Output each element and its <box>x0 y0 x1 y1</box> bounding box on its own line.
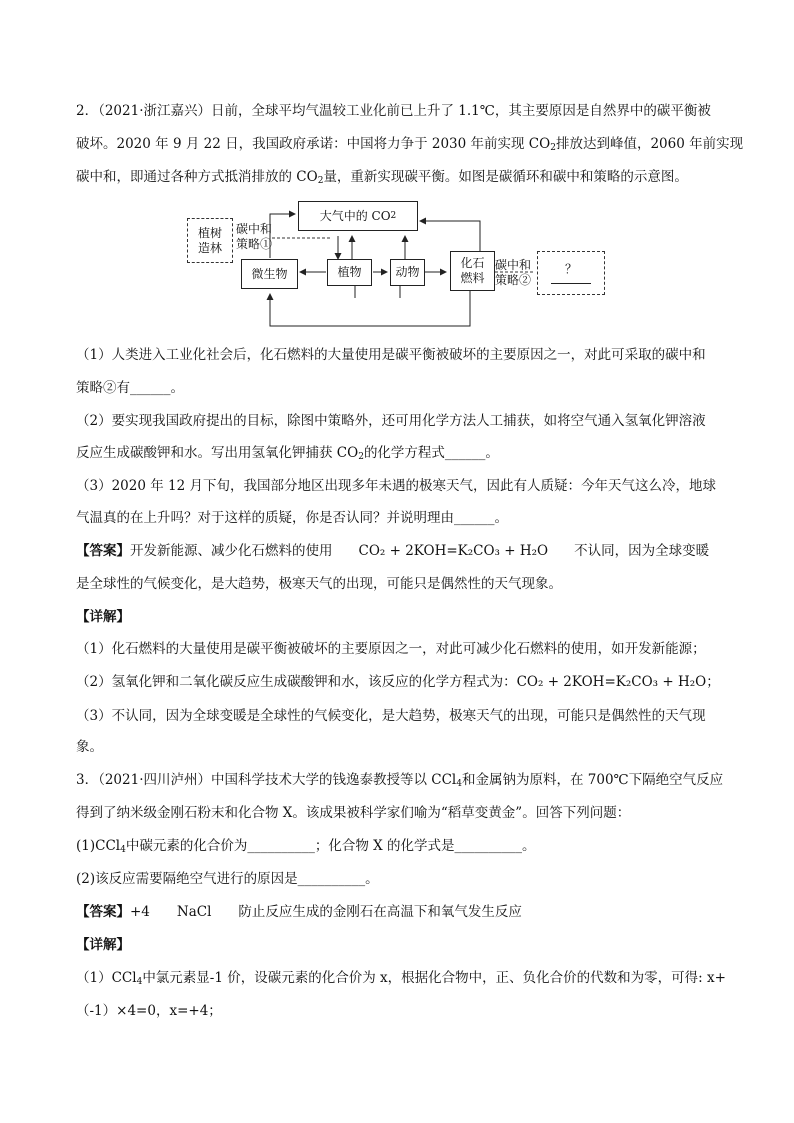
text: +4 NaCl 防止反应生成的金刚石在高温下和氧气发生反应 <box>130 904 522 920</box>
q2-answer-line-1 <box>76 541 709 561</box>
animals-box <box>390 259 425 286</box>
q2-sub3-line-2: 气温真的在上升吗？对于这样的质疑，你是否认同？并说明理由______。 <box>76 510 508 526</box>
text: 动物 <box>395 265 420 279</box>
text: 植树 <box>197 225 222 240</box>
q2-sub1-line-1: （1）人类进入工业化社会后，化石燃料的大量使用是碳平衡被破坏的主要原因之一，对此可采取的碳中和 <box>76 347 706 363</box>
q3-line-2: 得到了纳米级金刚石粉末和化合物 X。该成果被科学家们喻为“稻草变黄金”。回答下列问题： <box>76 805 631 821</box>
text: 量，重新实现碳平衡。如图是碳循环和碳中和策略的示意图。 <box>323 169 688 185</box>
q2-detail-label: 【详解】 <box>76 609 130 625</box>
text: 化石 <box>460 256 485 270</box>
plants-box <box>327 259 372 286</box>
q3-detail-1 <box>76 968 726 992</box>
text: 微生物 <box>251 266 288 281</box>
text: （2）氢氧化钾和二氧化碳反应生成碳酸钾和水，该反应的化学方程式为： <box>76 674 517 690</box>
q2-sub3-line-1: （3）2020 年 12 月下旬，我国部分地区出现多年未遇的极寒天气，因此有人质疑：今年天气这么冷，地球 <box>76 478 716 494</box>
text: 碳中和 <box>236 222 273 236</box>
text: 的化学方程式______。 <box>363 445 499 461</box>
text: 造林 <box>197 240 222 255</box>
q3-sub1 <box>76 836 536 860</box>
answer-label: 【答案】 <box>76 543 130 559</box>
text: (1)CCl <box>76 838 121 854</box>
subscript: 2 <box>358 452 364 462</box>
q2-detail-3-line-1: （3）不认同，因为全球变暖是全球性的气候变化，是大趋势，极寒天气的出现，可能只是偶然性的天气现 <box>76 708 706 724</box>
unknown-strategy-box <box>537 251 605 295</box>
strategy-1-label <box>236 222 272 252</box>
text: 3．（2021·四川泸州）中国科学技术大学的钱逸泰教授等以 CCl <box>76 772 457 788</box>
text: 碳中和 <box>495 258 532 272</box>
q2-line-3 <box>76 167 688 191</box>
strategy-2-label <box>495 258 531 288</box>
text: （1）CCl <box>76 970 137 986</box>
subscript: 4 <box>456 779 462 789</box>
q3-answer <box>76 902 522 922</box>
blank-line <box>551 283 591 284</box>
text: 反应生成碳酸钾和水。写出用氢氧化钾捕获 CO <box>76 445 359 461</box>
q2-sub2-line-2 <box>76 443 499 467</box>
text: 不认同，因为全球变暖 <box>574 543 710 559</box>
carbon-cycle-diagram <box>180 196 620 336</box>
text: 碳中和，即通过各种方式抵消排放的 CO <box>76 169 318 185</box>
q3-detail-label: 【详解】 <box>76 937 130 953</box>
q2-line-2 <box>76 134 743 158</box>
q2-sub1-line-2: 策略②有______。 <box>76 380 184 396</box>
q2-answer-line-2: 是全球性的气候变化，是大趋势，极寒天气的出现，可能只是偶然性的天气现象。 <box>76 576 562 592</box>
subscript: 2 <box>390 210 397 221</box>
equation: CO₂ + 2KOH=K₂CO₃ + H₂O <box>358 543 549 559</box>
subscript: 4 <box>136 977 143 987</box>
q2-detail-3-line-2: 象。 <box>76 739 103 755</box>
q2-sub2-line-1: （2）要实现我国政府提出的目标，除图中策略外，还可用化学方法人工捕获，如将空气通入氢氧化钾溶液 <box>76 413 706 429</box>
text: 中碳元素的化合价为__________；化合物 X 的化学式是__________。 <box>125 838 536 854</box>
text: ？ <box>564 262 577 276</box>
text: 植物 <box>337 265 362 279</box>
text: 和金属钠为原料，在 700℃下隔绝空气反应 <box>462 772 724 788</box>
q3-detail-2: （-1）×4=0，x=+4； <box>76 1003 222 1019</box>
q2-detail-2 <box>76 672 720 692</box>
q3-sub2: (2)该反应需要隔绝空气进行的原因是__________。 <box>76 871 379 887</box>
subscript: 2 <box>550 143 556 153</box>
text: 燃料 <box>460 271 485 285</box>
plant-forest-box <box>187 218 233 263</box>
text: 排放达到峰值，2060 年前实现 <box>555 136 744 152</box>
microbes-box <box>241 259 298 289</box>
text: 策略② <box>495 273 532 287</box>
text: ； <box>706 674 720 690</box>
q3-line-1 <box>76 770 723 794</box>
text: 大气中的 CO <box>319 208 391 223</box>
q2-line-1: 2．（2021·浙江嘉兴）日前，全球平均气温较工业化前已上升了 1.1℃，其主要原因是自然界中的碳平衡被 <box>76 103 711 119</box>
text: 策略① <box>236 237 273 251</box>
text: 开发新能源、减少化石燃料的使用 <box>130 543 333 559</box>
fossil-fuel-box <box>450 251 495 291</box>
atmosphere-co2-box <box>298 201 418 231</box>
text: 破坏。2020 年 9 月 22 日，我国政府承诺：中国将力争于 2030 年前实现 CO <box>76 136 551 152</box>
answer-label: 【答案】 <box>76 904 130 920</box>
q2-detail-1: （1）化石燃料的大量使用是碳平衡被破坏的主要原因之一，对此可减少化石燃料的使用，如开发新能源； <box>76 641 706 657</box>
subscript: 4 <box>120 845 126 855</box>
equation: CO₂ + 2KOH=K₂CO₃ + H₂O <box>516 674 707 690</box>
subscript: 2 <box>317 176 324 186</box>
text: 中氯元素显-1 价，设碳元素的化合价为 x，根据化合物中，正、负化合价的代数和为零，可得: x+ <box>142 970 726 986</box>
